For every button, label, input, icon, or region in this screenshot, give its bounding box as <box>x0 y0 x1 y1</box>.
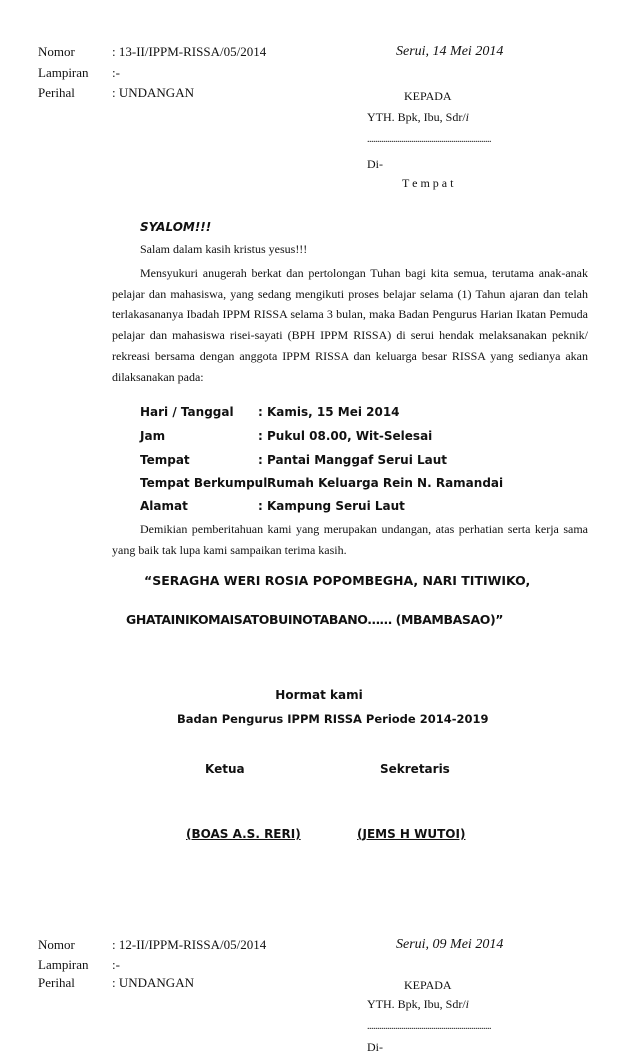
closing-greeting: Hormat kami <box>275 688 363 702</box>
perihal-value: : UNDANGAN <box>112 85 194 100</box>
perihal-value-2: : UNDANGAN <box>112 975 194 990</box>
ketua-name: (BOAS A.S. RERI) <box>186 827 301 841</box>
tempat-label: T e m p a t <box>402 176 454 190</box>
kepada-label-2: KEPADA <box>404 978 452 992</box>
sekretaris-title: Sekretaris <box>380 762 450 776</box>
nomor-label-2: Nomor <box>38 937 75 952</box>
nomor-value: : 13-II/IPPM-RISSA/05/2014 <box>112 44 267 59</box>
di-label-2: Di- <box>367 1040 383 1051</box>
lampiran-label: Lampiran <box>38 65 89 80</box>
detail-value: : Pantai Manggaf Serui Laut <box>258 453 448 467</box>
recipient-line: YTH. Bpk, Ibu, Sdr/i <box>367 110 470 124</box>
detail-value: : Rumah Keluarga Rein N. Ramandai <box>258 476 504 490</box>
lampiran-label-2: Lampiran <box>38 957 89 972</box>
main-paragraph: Mensyukuri anugerah berkat dan pertolongan Tuhan bagi kita semua, terutama anak-anak pelajar dan mahasiswa, yang sedang mengikuti proses belajar selama (1) Tahun ajaran dan telah terlakasananya Ibadah IPPM RISSA selama 3 bulan, maka Badan Pengurus Harian Ikatan Pemuda pelajar dan mahasiswa risei-sayati (BPH IPPM RISSA) di serui hendak melaksanakan peknik/ rekreasi bersama dengan anggota IPPM RISSA dan keluarga besar RISSA yang sedianya akan dilaksanakan pada: <box>112 266 588 384</box>
ketua-title: Ketua <box>205 762 245 776</box>
letter-date: Serui, 14 Mei 2014 <box>396 44 504 59</box>
detail-value: : Kamis, 15 Mei 2014 <box>258 405 400 419</box>
salam-line: Salam dalam kasih kristus yesus!!! <box>140 242 308 256</box>
nomor-label: Nomor <box>38 44 75 59</box>
perihal-label-2: Perihal <box>38 975 75 990</box>
greeting: SYALOM!!! <box>140 220 212 234</box>
perihal-label: Perihal <box>38 85 75 100</box>
recipient-line-2: YTH. Bpk, Ibu, Sdr/i <box>367 997 470 1011</box>
closing-paragraph: Demikian pemberitahuan kami yang merupakan undangan, atas perhatian serta kerja sama yang baik tak lupa kami sampaikan terima kasih. <box>112 522 588 557</box>
detail-label: Hari / Tanggal <box>140 405 234 419</box>
lampiran-value: :- <box>112 65 120 80</box>
detail-label: Tempat Berkumpul <box>140 476 268 490</box>
di-label: Di- <box>367 157 383 171</box>
motto-line-1: “SERAGHA WERI ROSIA POPOMBEGHA, NARI TITIWIKO, <box>144 573 531 588</box>
detail-value: : Kampung Serui Laut <box>258 499 405 513</box>
recipient-dots-2: .............................................................. <box>367 1021 491 1032</box>
detail-label: Jam <box>140 429 166 443</box>
sekretaris-name: (JEMS H WUTOI) <box>357 827 466 841</box>
nomor-value-2: : 12-II/IPPM-RISSA/05/2014 <box>112 937 267 952</box>
detail-label: Tempat <box>140 453 190 467</box>
motto-line-2: GHATAINIKOMAISATOBUINOTABANO…… (MBAMBASAO)” <box>126 612 504 627</box>
recipient-dots: .............................................................. <box>367 134 491 145</box>
lampiran-value-2: :- <box>112 957 120 972</box>
board-title: Badan Pengurus IPPM RISSA Periode 2014-2019 <box>177 712 489 726</box>
kepada-label: KEPADA <box>404 89 452 103</box>
letter-date-2: Serui, 09 Mei 2014 <box>396 937 504 952</box>
detail-value: : Pukul 08.00, Wit-Selesai <box>258 429 433 443</box>
detail-label: Alamat <box>140 499 188 513</box>
